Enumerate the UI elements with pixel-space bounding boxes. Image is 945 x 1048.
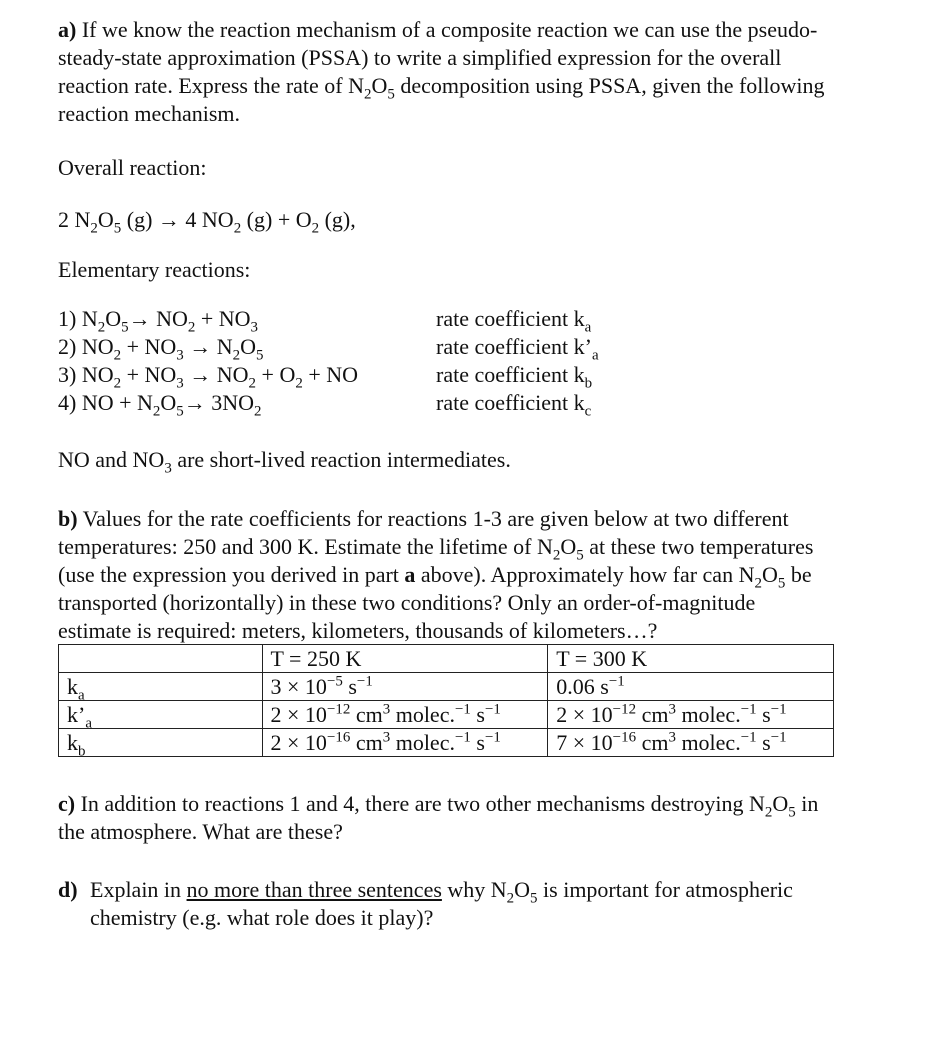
part-b-line-3: (use the expression you derived in part a above). Approximately how far can $N_2O_5$ be (58, 562, 812, 592)
part-c-paragraph (58, 790, 900, 846)
part-a-line-4: reaction mechanism. (58, 101, 241, 126)
reaction-2: 2) $NO_2 + NO_3 \to N_2O_5$ (58, 334, 264, 364)
part-c-line-2: the atmosphere. What are these? (58, 819, 343, 844)
table-cell-value: 0.06 $s^{-1}$ (548, 673, 834, 701)
table-cell-value: $2 \times 10^{-16}$ $cm^3$ molec.$^{-1}$ $s^{-1}$ (262, 729, 548, 757)
part-b-label: b) (58, 506, 78, 531)
rate-coefficient-3: rate coefficient $k_b$ (436, 362, 593, 392)
reaction-3: 3) $NO_2 + NO_3 \to NO_2 + O_2$ + NO (58, 362, 358, 392)
rate-coefficient-4: rate coefficient $k_c$ (436, 390, 592, 420)
part-b-line-4: transported (horizontally) in these two conditions? Only an order-of-magnitude (58, 590, 756, 615)
part-a-line-1: a) If we know the reaction mechanism of a composite reaction we can use the pseudo- (58, 17, 818, 42)
table-row (59, 673, 834, 701)
part-a-label: a) (58, 17, 77, 42)
table-cell-value: $7 \times 10^{-16}$ $cm^3$ molec.$^{-1}$ $s^{-1}$ (548, 729, 834, 757)
table-header-cell: T = 300 K (548, 645, 834, 673)
table-header-row (59, 645, 834, 673)
table-cell-coefficient: $k’_a$ (59, 701, 263, 729)
reaction-1: 1) $N_2O_5\to NO_2 + NO_3$ (58, 306, 259, 336)
part-c-line-1: c) In addition to reactions 1 and 4, there are two other mechanisms destroying $N_2O_5$ in (58, 791, 819, 821)
table-cell-value: $3 \times 10^{-5}$ $s^{-1}$ (262, 673, 548, 701)
table-cell-value: $2 \times 10^{-12}$ $cm^3$ molec.$^{-1}$ $s^{-1}$ (548, 701, 834, 729)
part-a-line-2: steady-state approximation (PSSA) to write a simplified expression for the overall (58, 45, 782, 70)
table-cell-coefficient: $k_b$ (59, 729, 263, 757)
table-row (59, 729, 834, 757)
part-a-line-3: reaction rate. Express the rate of $N_2O_5$ decomposition using PSSA, given the following (58, 73, 825, 103)
overall-reaction-equation: 2 $N_2O_5$ (g) → 4 $NO_2$ $(g) + O_2$ (g), (58, 207, 356, 237)
part-b-line-5: estimate is required: meters, kilometers, thousands of kilometers…? (58, 618, 658, 643)
table-header-cell (59, 645, 263, 673)
overall-reaction-heading: Overall reaction: (58, 155, 207, 180)
rate-coefficient-2: rate coefficient $k’_a$ (436, 334, 599, 364)
part-b-line-1: b) Values for the rate coefficients for reactions 1-3 are given below at two different (58, 506, 789, 531)
table-row (59, 701, 834, 729)
rate-coefficient-table (58, 644, 834, 757)
part-d-line-2: chemistry (e.g. what role does it play)? (90, 905, 434, 930)
part-d-line-1: Explain in no more than three sentences why $N_2O_5$ is important for atmospheric (90, 877, 793, 907)
part-b-paragraph (58, 505, 900, 645)
part-b-line-2: temperatures: 250 and 300 K. Estimate the lifetime of $N_2O_5$ at these two temperatures (58, 534, 814, 564)
table-cell-value: $2 \times 10^{-12}$ $cm^3$ molec.$^{-1}$ $s^{-1}$ (262, 701, 548, 729)
elementary-reactions-heading: Elementary reactions: (58, 257, 251, 282)
underlined-phrase: no more than three sentences (186, 877, 442, 902)
rate-coefficient-1: rate coefficient $k_a$ (436, 306, 592, 336)
intermediates-note: NO and $NO_3$ are short-lived reaction intermediates. (58, 447, 511, 477)
table-cell-coefficient: $k_a$ (59, 673, 263, 701)
part-d-label: d) (58, 877, 78, 902)
reaction-4: 4) NO + $N_2O_5\to 3NO_2$ (58, 390, 262, 420)
table-header-cell: T = 250 K (262, 645, 548, 673)
part-d-text (90, 876, 900, 932)
part-c-label: c) (58, 791, 76, 816)
part-a-paragraph (58, 16, 900, 128)
